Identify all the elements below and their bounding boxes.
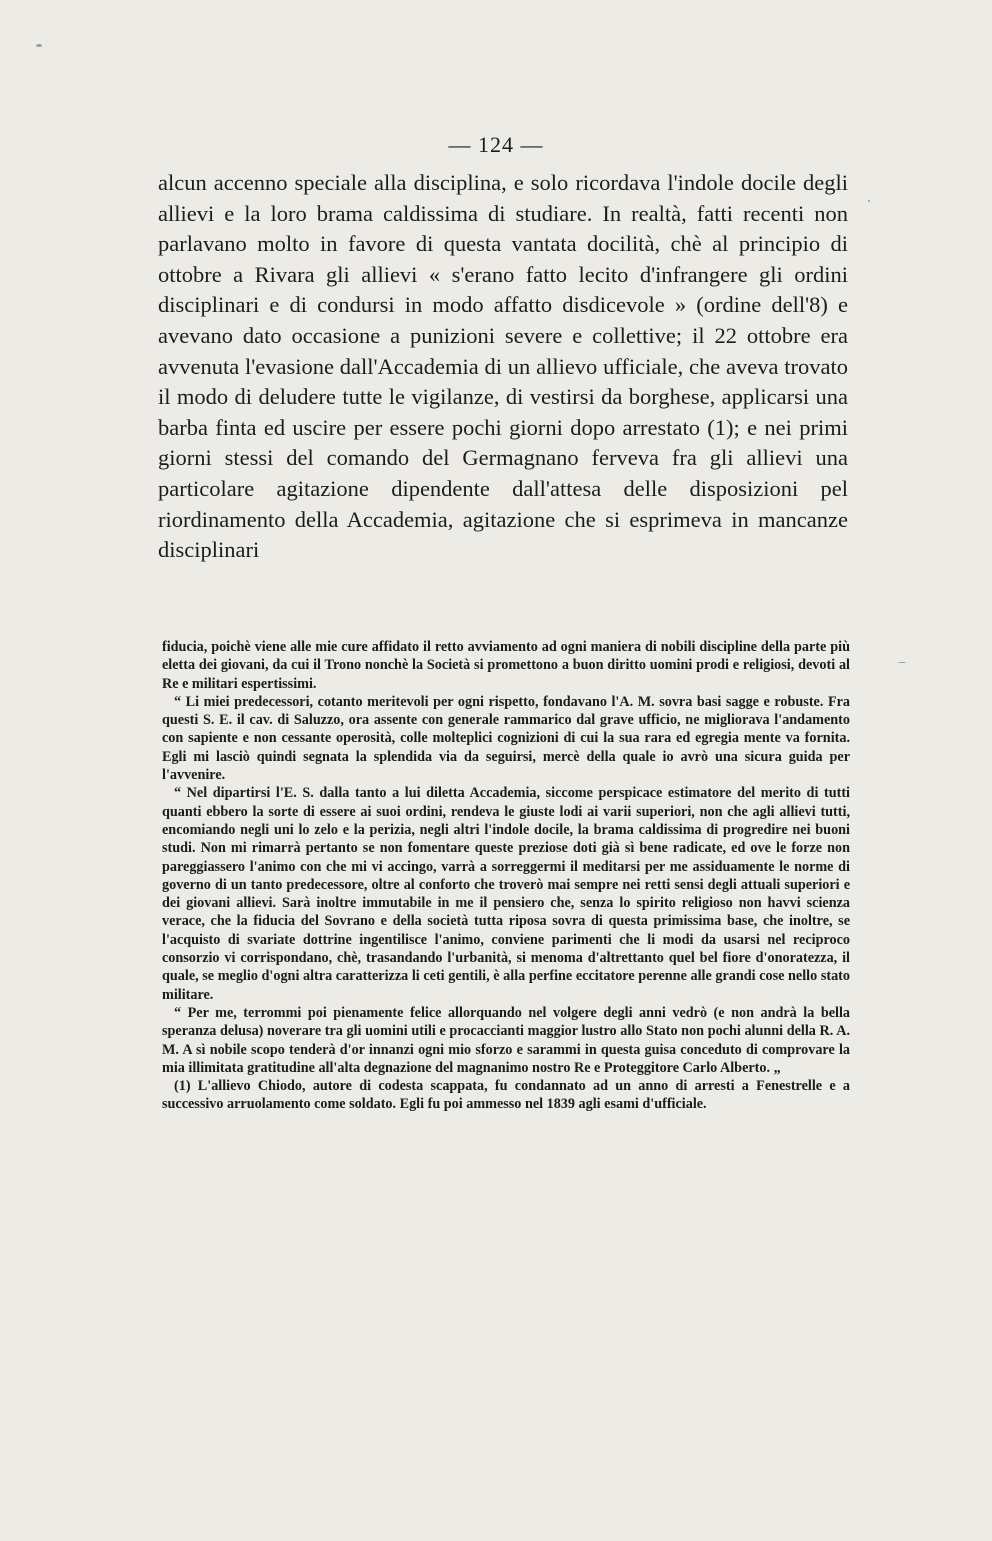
- paper-speck: [898, 662, 906, 663]
- footnote-paragraph: “ Per me, terrommi poi pienamente felice allorquando nel volgere degli anni vedrò (e non andrà la bella speranza delusa) noverare tra gli uomini utili e procaccianti maggior lustro allo Stato non pochi alunni della R. A. M. A sì nobile scopo tenderà d'or innanzi ogni mio sforzo e sarammi in questa guisa conceduto di comprovare la mia illimitata gratitudine all'alta degnazione del magnanimo nostro Re e Proteggitore Carlo Alberto. „: [162, 1004, 850, 1076]
- paper-speck: [868, 200, 870, 202]
- page-number: — 124 —: [448, 132, 544, 157]
- footnote-paragraph: “ Li miei predecessori, cotanto meritevoli per ogni rispetto, fondavano l'A. M. sovra basi sagge e robuste. Fra questi S. E. il cav. di Saluzzo, ora assente con generale rammarico dal grave ufficio, ne migliorava l'andamento con sapiente e non cessante operosità, colle molteplici cognizioni di cui la sua rara ed egregia mente va fornita. Egli mi lasciò quindi segnata la splendida via da seguirsi, mercè della quale io avrò una sicura guida per l'avvenire.: [162, 693, 850, 784]
- paper-speck: [36, 44, 42, 47]
- main-text: alcun accenno speciale alla disciplina, e solo ricordava l'indole docile degli allievi e la loro brama caldissima di studiare. In realtà, fatti recenti non parlavano molto in favore di questa vantata docilità, chè al principio di ottobre a Rivara gli allievi « s'erano fatto lecito d'infrangere gli ordini disciplinari e di condursi in modo affatto disdicevole » (ordine dell'8) e avevano dato occasione a punizioni severe e collettive; il 22 ottobre era avvenuta l'evasione dall'Accademia di un allievo ufficiale, che aveva trovato il modo di deludere tutte le vigilanze, di vestirsi da borghese, applicarsi una barba finta ed uscire per essere pochi giorni dopo arrestato (1); e nei primi giorni stessi del comando del Germagnano ferveva fra gli allievi una particolare agitazione dipendente dall'attesa delle disposizioni pel riordinamento della Accademia, agitazione che si esprimeva in mancanze disciplinari: [158, 170, 848, 563]
- footnote-1: (1) L'allievo Chiodo, autore di codesta scappata, fu condannato ad un anno di arresti a Fenestrelle e a successivo arruolamento come soldato. Egli fu poi ammesso nel 1839 agli esami d'ufficiale.: [162, 1078, 850, 1113]
- footnotes: [162, 638, 850, 1114]
- footnote-paragraph: “ Nel dipartirsi l'E. S. dalla tanto a lui diletta Accademia, siccome perspicace estimatore del merito di tutti quanti ebbero la sorte di essere ai suoi ordini, rendeva le giuste lodi ai varii superiori, non che agli allievi tutti, encomiando negli uni lo zelo e la perizia, negli altri l'indole docile, la brama caldissima di progredire nei buoni studi. Non mi rimarrà pertanto se non fomentare queste preziose doti già sì bene radicate, ed ove le forze non pareggiassero l'animo con che mi vi accingo, varrà a sorreggermi il meditarsi per me assiduamente le norme di governo di un tanto predecessore, oltre al conforto che troverò mai sempre nei retti sensi degli attuali superiori e dei giovani allievi. Sarà inoltre immutabile in me il pensiero che, senza lo spirito religioso non havvi scienza verace, che la fiducia del Sovrano e della società tutta riposa sovra di questa primissima base, che inoltre, se l'acquisto di svariate dottrine ingentilisce l'animo, conviene parimenti che li modi da usarsi nel reciproco consorzio vi corrispondano, chè, trasandando l'urbanità, si menoma d'altrettanto quel bel fiore d'onoratezza, il quale, se meglio d'ogni altra caratterizza li ceti gentili, è alla perfine eccitatore perenne alle grandi cose nello stato militare.: [162, 785, 850, 1003]
- footnote-paragraph: fiducia, poichè viene alle mie cure affidato il retto avviamento ad ogni maniera di nobili discipline della parte più eletta dei giovani, da cui il Trono nonchè la Società si promettono a buon diritto uomini prodi e religiosi, devoti al Re e militari espertissimi.: [162, 639, 850, 692]
